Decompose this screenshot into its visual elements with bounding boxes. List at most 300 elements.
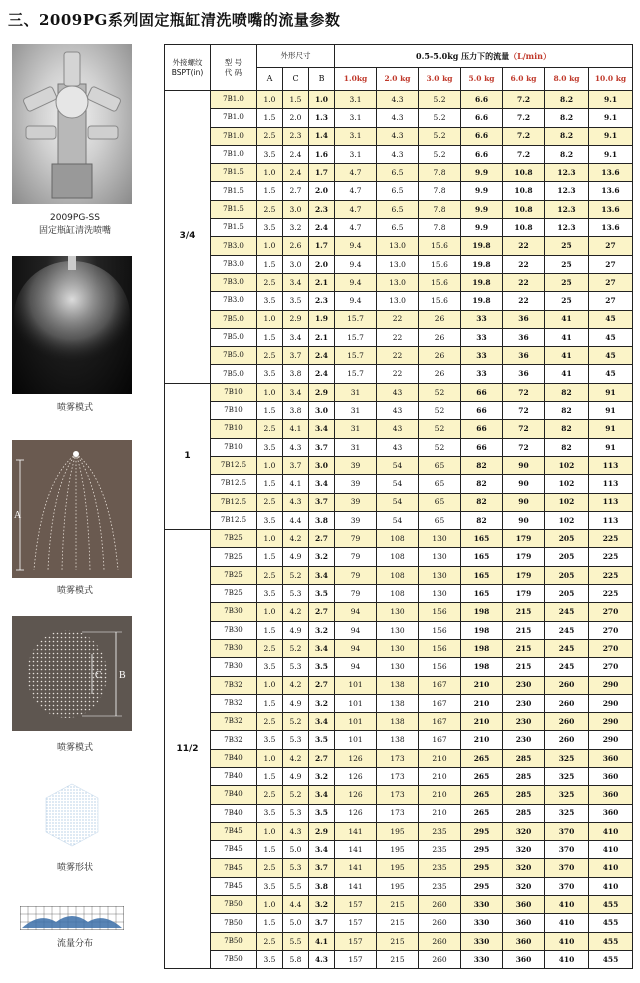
table-cell: 410 [545, 932, 589, 950]
table-cell: 230 [503, 694, 545, 712]
table-cell: 410 [545, 914, 589, 932]
table-cell: 15.7 [335, 347, 377, 365]
table-cell: 4.9 [283, 548, 309, 566]
table-cell: 157 [335, 914, 377, 932]
table-cell: 7.8 [419, 164, 461, 182]
header-pressure: 3.0 kg [419, 68, 461, 91]
table-cell: 3.5 [257, 438, 283, 456]
table-cell: 66 [461, 402, 503, 420]
table-cell: 22 [377, 328, 419, 346]
flow-rate-table [164, 44, 633, 969]
table-cell: 4.3 [377, 127, 419, 145]
table-cell: 1.0 [257, 237, 283, 255]
flow-table-body [165, 91, 633, 969]
table-cell: 5.3 [283, 804, 309, 822]
table-cell: 9.9 [461, 164, 503, 182]
table-cell: 72 [503, 383, 545, 401]
header-model-line2: 代 码 [224, 67, 243, 77]
table-cell: 26 [419, 365, 461, 383]
header-flow [335, 45, 633, 68]
table-cell: 12.3 [545, 182, 589, 200]
table-cell: 1.5 [257, 255, 283, 273]
table-cell: 205 [545, 566, 589, 584]
model-code-cell: 7B50 [211, 896, 257, 914]
model-code-cell: 7B40 [211, 749, 257, 767]
table-cell: 195 [377, 841, 419, 859]
model-code-cell: 7B3.0 [211, 273, 257, 291]
table-cell: 102 [545, 475, 589, 493]
table-row [165, 493, 633, 511]
table-cell: 82 [461, 456, 503, 474]
table-row [165, 548, 633, 566]
model-code-cell: 7B32 [211, 676, 257, 694]
hexagon-spray-shape [40, 780, 104, 850]
table-cell: 79 [335, 530, 377, 548]
table-cell: 3.5 [257, 292, 283, 310]
table-cell: 330 [461, 932, 503, 950]
model-code-cell: 7B45 [211, 877, 257, 895]
table-cell: 9.1 [589, 145, 633, 163]
model-code-cell: 7B1.5 [211, 182, 257, 200]
table-cell: 2.5 [257, 127, 283, 145]
spray-mode-diagram-1 [12, 440, 132, 578]
table-cell: 7.2 [503, 145, 545, 163]
header-pressure: 6.0 kg [503, 68, 545, 91]
spray-mode-diagram-2 [12, 616, 132, 731]
table-cell: 36 [503, 347, 545, 365]
table-cell: 2.0 [283, 109, 309, 127]
table-cell: 39 [335, 493, 377, 511]
table-cell: 173 [377, 786, 419, 804]
table-cell: 179 [503, 530, 545, 548]
table-cell: 130 [419, 585, 461, 603]
table-cell: 3.4 [309, 713, 335, 731]
left-image-column [0, 40, 150, 980]
table-cell: 3.4 [309, 566, 335, 584]
table-cell: 126 [335, 767, 377, 785]
table-cell: 79 [335, 548, 377, 566]
table-cell: 4.3 [377, 145, 419, 163]
table-row [165, 383, 633, 401]
caption-spray-mode-2: 喷雾模式 [56, 586, 93, 596]
table-cell: 235 [419, 859, 461, 877]
table-cell: 167 [419, 676, 461, 694]
table-cell: 1.0 [257, 676, 283, 694]
table-cell: 4.3 [283, 438, 309, 456]
table-cell: 3.2 [309, 548, 335, 566]
model-code-cell: 7B3.0 [211, 237, 257, 255]
table-cell: 2.5 [257, 713, 283, 731]
table-cell: 7.8 [419, 200, 461, 218]
table-cell: 126 [335, 786, 377, 804]
table-cell: 370 [545, 822, 589, 840]
table-cell: 1.0 [309, 91, 335, 109]
table-cell: 210 [461, 713, 503, 731]
table-cell: 1.5 [257, 475, 283, 493]
table-cell: 130 [377, 639, 419, 657]
table-cell: 245 [545, 639, 589, 657]
table-cell: 31 [335, 438, 377, 456]
table-cell: 215 [503, 621, 545, 639]
table-cell: 3.8 [309, 877, 335, 895]
table-cell: 101 [335, 676, 377, 694]
table-cell: 2.9 [283, 310, 309, 328]
table-cell: 455 [589, 950, 633, 968]
table-row [165, 859, 633, 877]
table-cell: 4.7 [335, 164, 377, 182]
table-cell: 320 [503, 877, 545, 895]
model-code-cell: 7B5.0 [211, 365, 257, 383]
model-code-cell: 7B10 [211, 420, 257, 438]
table-cell: 90 [503, 456, 545, 474]
table-cell: 65 [419, 511, 461, 529]
table-row [165, 804, 633, 822]
table-cell: 3.0 [309, 456, 335, 474]
table-cell: 1.5 [257, 109, 283, 127]
table-cell: 9.9 [461, 182, 503, 200]
table-cell: 4.2 [283, 749, 309, 767]
table-cell: 43 [377, 438, 419, 456]
table-cell: 210 [419, 749, 461, 767]
table-cell: 3.0 [309, 402, 335, 420]
table-cell: 285 [503, 804, 545, 822]
table-cell: 195 [377, 822, 419, 840]
table-cell: 4.3 [283, 493, 309, 511]
table-cell: 1.0 [257, 164, 283, 182]
table-cell: 15.6 [419, 237, 461, 255]
table-cell: 235 [419, 841, 461, 859]
table-cell: 360 [503, 932, 545, 950]
model-code-cell: 7B30 [211, 621, 257, 639]
table-cell: 9.4 [335, 255, 377, 273]
table-cell: 7.8 [419, 219, 461, 237]
table-cell: 195 [377, 877, 419, 895]
table-cell: 325 [545, 767, 589, 785]
table-cell: 26 [419, 347, 461, 365]
table-cell: 3.5 [309, 804, 335, 822]
flow-distribution-chart [20, 906, 124, 930]
table-cell: 198 [461, 658, 503, 676]
label-c: C [95, 670, 102, 681]
table-cell: 41 [545, 310, 589, 328]
table-cell: 82 [545, 438, 589, 456]
table-cell: 6.5 [377, 219, 419, 237]
table-cell: 9.9 [461, 200, 503, 218]
table-cell: 198 [461, 603, 503, 621]
table-cell: 290 [589, 694, 633, 712]
table-cell: 126 [335, 804, 377, 822]
table-cell: 3.2 [309, 767, 335, 785]
table-cell: 27 [589, 255, 633, 273]
table-cell: 1.0 [257, 749, 283, 767]
table-cell: 165 [461, 566, 503, 584]
table-cell: 22 [377, 365, 419, 383]
table-cell: 3.7 [309, 493, 335, 511]
table-cell: 285 [503, 749, 545, 767]
table-cell: 25 [545, 273, 589, 291]
table-cell: 260 [419, 896, 461, 914]
table-cell: 66 [461, 383, 503, 401]
table-row [165, 420, 633, 438]
table-cell: 2.5 [257, 493, 283, 511]
table-cell: 1.5 [257, 402, 283, 420]
table-cell: 31 [335, 402, 377, 420]
table-cell: 31 [335, 383, 377, 401]
table-cell: 205 [545, 585, 589, 603]
table-cell: 1.5 [257, 621, 283, 639]
table-cell: 65 [419, 456, 461, 474]
table-row [165, 145, 633, 163]
table-cell: 2.4 [283, 164, 309, 182]
table-cell: 9.1 [589, 127, 633, 145]
table-cell: 19.8 [461, 255, 503, 273]
table-cell: 2.9 [309, 383, 335, 401]
table-cell: 260 [419, 950, 461, 968]
table-cell: 26 [419, 310, 461, 328]
table-cell: 2.4 [309, 365, 335, 383]
table-cell: 4.9 [283, 621, 309, 639]
model-code-cell: 7B32 [211, 713, 257, 731]
table-cell: 370 [545, 877, 589, 895]
spray-cone-diagram [12, 440, 132, 578]
table-cell: 102 [545, 493, 589, 511]
table-cell: 3.4 [309, 841, 335, 859]
table-cell: 7.2 [503, 91, 545, 109]
table-cell: 210 [461, 694, 503, 712]
table-cell: 7.2 [503, 109, 545, 127]
table-cell: 3.1 [335, 127, 377, 145]
table-cell: 179 [503, 566, 545, 584]
model-code-cell: 7B30 [211, 639, 257, 657]
table-cell: 167 [419, 694, 461, 712]
table-cell: 3.5 [257, 950, 283, 968]
table-cell: 91 [589, 402, 633, 420]
model-code-cell: 7B10 [211, 402, 257, 420]
table-row [165, 255, 633, 273]
table-row [165, 621, 633, 639]
table-cell: 198 [461, 621, 503, 639]
caption-spray-mode-1: 喷雾模式 [56, 403, 93, 413]
model-code-cell: 7B1.0 [211, 145, 257, 163]
table-cell: 3.1 [335, 91, 377, 109]
model-code-cell: 7B10 [211, 383, 257, 401]
table-cell: 210 [419, 804, 461, 822]
header-flow-prefix: 0.5-5.0kg 压力下的流量 [416, 51, 510, 61]
table-cell: 141 [335, 877, 377, 895]
table-cell: 3.1 [335, 145, 377, 163]
table-row [165, 456, 633, 474]
table-cell: 31 [335, 420, 377, 438]
table-cell: 1.4 [309, 127, 335, 145]
table-cell: 91 [589, 420, 633, 438]
table-cell: 2.5 [257, 420, 283, 438]
table-cell: 138 [377, 694, 419, 712]
table-cell: 1.5 [257, 841, 283, 859]
table-cell: 1.0 [257, 310, 283, 328]
header-thread-line1: 外接螺纹 [172, 57, 203, 67]
table-cell: 65 [419, 475, 461, 493]
table-cell: 8.2 [545, 109, 589, 127]
table-cell: 5.2 [419, 91, 461, 109]
table-cell: 33 [461, 347, 503, 365]
table-cell: 5.8 [283, 950, 309, 968]
table-cell: 26 [419, 328, 461, 346]
table-cell: 1.0 [257, 822, 283, 840]
model-code-cell: 7B1.0 [211, 91, 257, 109]
model-code-cell: 7B5.0 [211, 310, 257, 328]
table-cell: 270 [589, 603, 633, 621]
table-cell: 6.6 [461, 145, 503, 163]
table-cell: 230 [503, 676, 545, 694]
table-cell: 2.5 [257, 273, 283, 291]
table-cell: 4.9 [283, 694, 309, 712]
table-cell: 25 [545, 255, 589, 273]
caption-flow-distribution: 流量分布 [56, 939, 93, 949]
table-row [165, 511, 633, 529]
table-row [165, 402, 633, 420]
table-cell: 33 [461, 310, 503, 328]
table-cell: 33 [461, 365, 503, 383]
model-code-cell: 7B50 [211, 914, 257, 932]
table-cell: 173 [377, 749, 419, 767]
model-code-cell: 7B1.0 [211, 127, 257, 145]
model-code-cell: 7B1.0 [211, 109, 257, 127]
table-cell: 270 [589, 621, 633, 639]
table-cell: 245 [545, 621, 589, 639]
table-row [165, 731, 633, 749]
model-code-cell: 7B25 [211, 566, 257, 584]
table-row [165, 914, 633, 932]
model-code-cell: 7B30 [211, 658, 257, 676]
model-code-cell: 7B25 [211, 530, 257, 548]
table-cell: 138 [377, 731, 419, 749]
table-row [165, 237, 633, 255]
table-cell: 13.6 [589, 200, 633, 218]
table-cell: 3.4 [309, 639, 335, 657]
table-cell: 130 [377, 621, 419, 639]
table-row [165, 328, 633, 346]
model-code-cell: 7B50 [211, 932, 257, 950]
table-cell: 43 [377, 402, 419, 420]
model-code-cell: 7B12.5 [211, 511, 257, 529]
table-cell: 79 [335, 585, 377, 603]
table-cell: 3.0 [283, 200, 309, 218]
spray-pattern-diagram [12, 616, 132, 731]
table-row [165, 365, 633, 383]
table-cell: 245 [545, 658, 589, 676]
table-row [165, 639, 633, 657]
table-cell: 8.2 [545, 91, 589, 109]
table-row [165, 219, 633, 237]
table-cell: 2.5 [257, 932, 283, 950]
model-code-cell: 7B1.5 [211, 200, 257, 218]
table-cell: 2.3 [309, 200, 335, 218]
header-pressure: 8.0 kg [545, 68, 589, 91]
table-cell: 10.8 [503, 219, 545, 237]
table-cell: 3.5 [309, 731, 335, 749]
table-cell: 54 [377, 493, 419, 511]
table-cell: 45 [589, 310, 633, 328]
table-cell: 3.8 [283, 402, 309, 420]
table-cell: 39 [335, 475, 377, 493]
table-cell: 130 [419, 548, 461, 566]
table-cell: 3.4 [309, 786, 335, 804]
table-cell: 101 [335, 713, 377, 731]
table-cell: 215 [377, 914, 419, 932]
table-cell: 19.8 [461, 273, 503, 291]
header-flow-unit: （L/min） [509, 51, 551, 61]
table-cell: 6.5 [377, 164, 419, 182]
table-cell: 101 [335, 694, 377, 712]
table-cell: 179 [503, 585, 545, 603]
table-cell: 230 [503, 713, 545, 731]
model-code-cell: 7B45 [211, 822, 257, 840]
table-cell: 360 [589, 804, 633, 822]
table-cell: 5.5 [283, 932, 309, 950]
table-cell: 290 [589, 713, 633, 731]
table-cell: 290 [589, 676, 633, 694]
table-cell: 210 [419, 786, 461, 804]
table-cell: 285 [503, 767, 545, 785]
table-cell: 94 [335, 658, 377, 676]
table-cell: 27 [589, 237, 633, 255]
table-cell: 113 [589, 456, 633, 474]
table-cell: 325 [545, 786, 589, 804]
table-cell: 2.5 [257, 639, 283, 657]
table-cell: 13.6 [589, 164, 633, 182]
table-cell: 320 [503, 822, 545, 840]
table-cell: 1.5 [283, 91, 309, 109]
table-cell: 265 [461, 749, 503, 767]
table-cell: 410 [589, 859, 633, 877]
table-cell: 5.3 [283, 658, 309, 676]
table-cell: 360 [589, 749, 633, 767]
table-cell: 19.8 [461, 237, 503, 255]
caption-spray-mode-3: 喷雾模式 [56, 743, 93, 753]
table-cell: 3.5 [257, 365, 283, 383]
table-cell: 2.7 [309, 749, 335, 767]
table-cell: 6.5 [377, 182, 419, 200]
spray-shape-image [40, 780, 104, 850]
table-cell: 13.0 [377, 255, 419, 273]
table-row [165, 749, 633, 767]
model-code-cell: 7B45 [211, 859, 257, 877]
table-cell: 6.6 [461, 91, 503, 109]
table-cell: 4.1 [283, 420, 309, 438]
table-cell: 10.8 [503, 164, 545, 182]
table-cell: 295 [461, 859, 503, 877]
table-cell: 65 [419, 493, 461, 511]
table-cell: 130 [377, 658, 419, 676]
table-cell: 4.2 [283, 603, 309, 621]
table-cell: 3.7 [309, 859, 335, 877]
table-cell: 113 [589, 511, 633, 529]
table-cell: 43 [377, 383, 419, 401]
table-cell: 360 [503, 914, 545, 932]
table-cell: 13.0 [377, 292, 419, 310]
table-cell: 330 [461, 950, 503, 968]
table-row [165, 767, 633, 785]
table-cell: 108 [377, 530, 419, 548]
table-cell: 5.2 [419, 109, 461, 127]
table-cell: 4.7 [335, 200, 377, 218]
table-cell: 325 [545, 749, 589, 767]
table-cell: 22 [503, 255, 545, 273]
table-cell: 210 [461, 731, 503, 749]
table-cell: 54 [377, 456, 419, 474]
table-cell: 157 [335, 932, 377, 950]
table-row [165, 164, 633, 182]
